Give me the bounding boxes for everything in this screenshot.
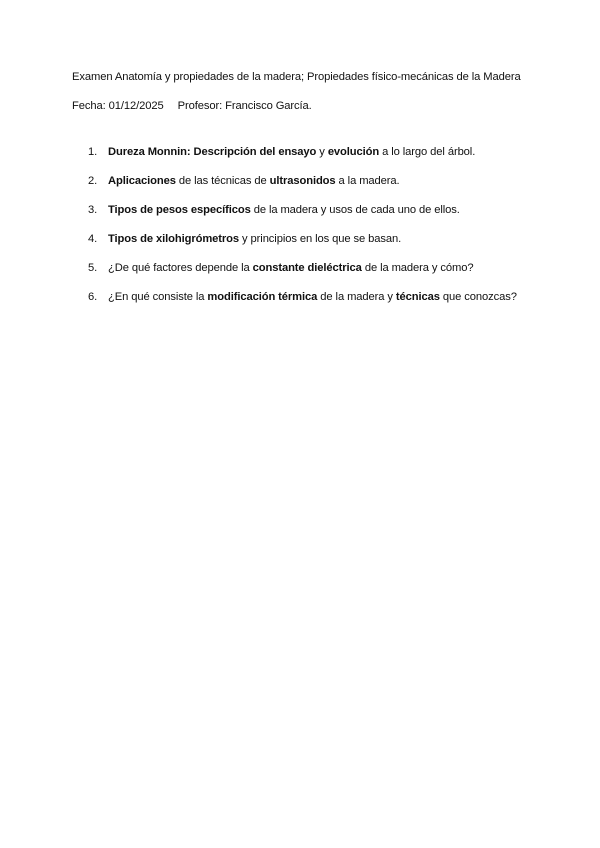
question-number: 4. xyxy=(88,233,98,245)
question-text xyxy=(108,262,474,274)
question-text-part: ¿En qué consiste la xyxy=(108,291,208,303)
exam-title: Examen Anatomía y propiedades de la madera; Propiedades físico-mecánicas de la Madera xyxy=(72,71,521,83)
question-item xyxy=(88,233,517,262)
question-text-part: de la madera y usos de cada uno de ellos. xyxy=(250,204,460,216)
question-number: 3. xyxy=(88,204,98,216)
question-text-part: y xyxy=(316,146,328,158)
question-text-part: de la madera y xyxy=(317,291,396,303)
question-text xyxy=(108,146,475,158)
exam-date: Fecha: 01/12/2025 xyxy=(72,100,164,112)
question-text-bold: evolución xyxy=(327,146,380,158)
question-list xyxy=(88,146,517,320)
question-text-bold: Tipos de pesos específicos xyxy=(108,204,251,216)
question-item xyxy=(88,146,517,175)
question-number: 2. xyxy=(88,175,98,187)
question-item xyxy=(88,175,517,204)
question-text-bold: Tipos de xilohigrómetros xyxy=(108,233,240,245)
question-text-bold: ultrasonidos xyxy=(269,175,336,187)
question-item xyxy=(88,291,517,320)
question-text-bold: modificación térmica xyxy=(207,291,318,303)
question-number: 6. xyxy=(88,291,98,303)
question-number: 1. xyxy=(88,146,98,158)
question-text-part: a la madera. xyxy=(335,175,400,187)
question-text-part: de las técnicas de xyxy=(175,175,270,187)
question-text-part: de la madera y cómo? xyxy=(361,262,474,274)
question-text xyxy=(108,175,400,187)
question-text-bold: Aplicaciones xyxy=(108,175,176,187)
question-text-part: ¿De qué factores depende la xyxy=(108,262,253,274)
question-text-bold: Dureza Monnin: Descripción del ensayo xyxy=(108,146,317,158)
question-text-part: que conozcas? xyxy=(439,291,517,303)
question-text-part: y principios en los que se basan. xyxy=(239,233,402,245)
question-text xyxy=(108,204,460,216)
question-item xyxy=(88,262,517,291)
exam-meta xyxy=(72,100,312,112)
question-text xyxy=(108,291,517,303)
question-text-part: a lo largo del árbol. xyxy=(379,146,476,158)
question-text xyxy=(108,233,401,245)
exam-professor: Profesor: Francisco García. xyxy=(177,100,312,112)
question-text-bold: constante dieléctrica xyxy=(252,262,362,274)
question-item xyxy=(88,204,517,233)
question-number: 5. xyxy=(88,262,98,274)
question-text-bold: técnicas xyxy=(395,291,440,303)
